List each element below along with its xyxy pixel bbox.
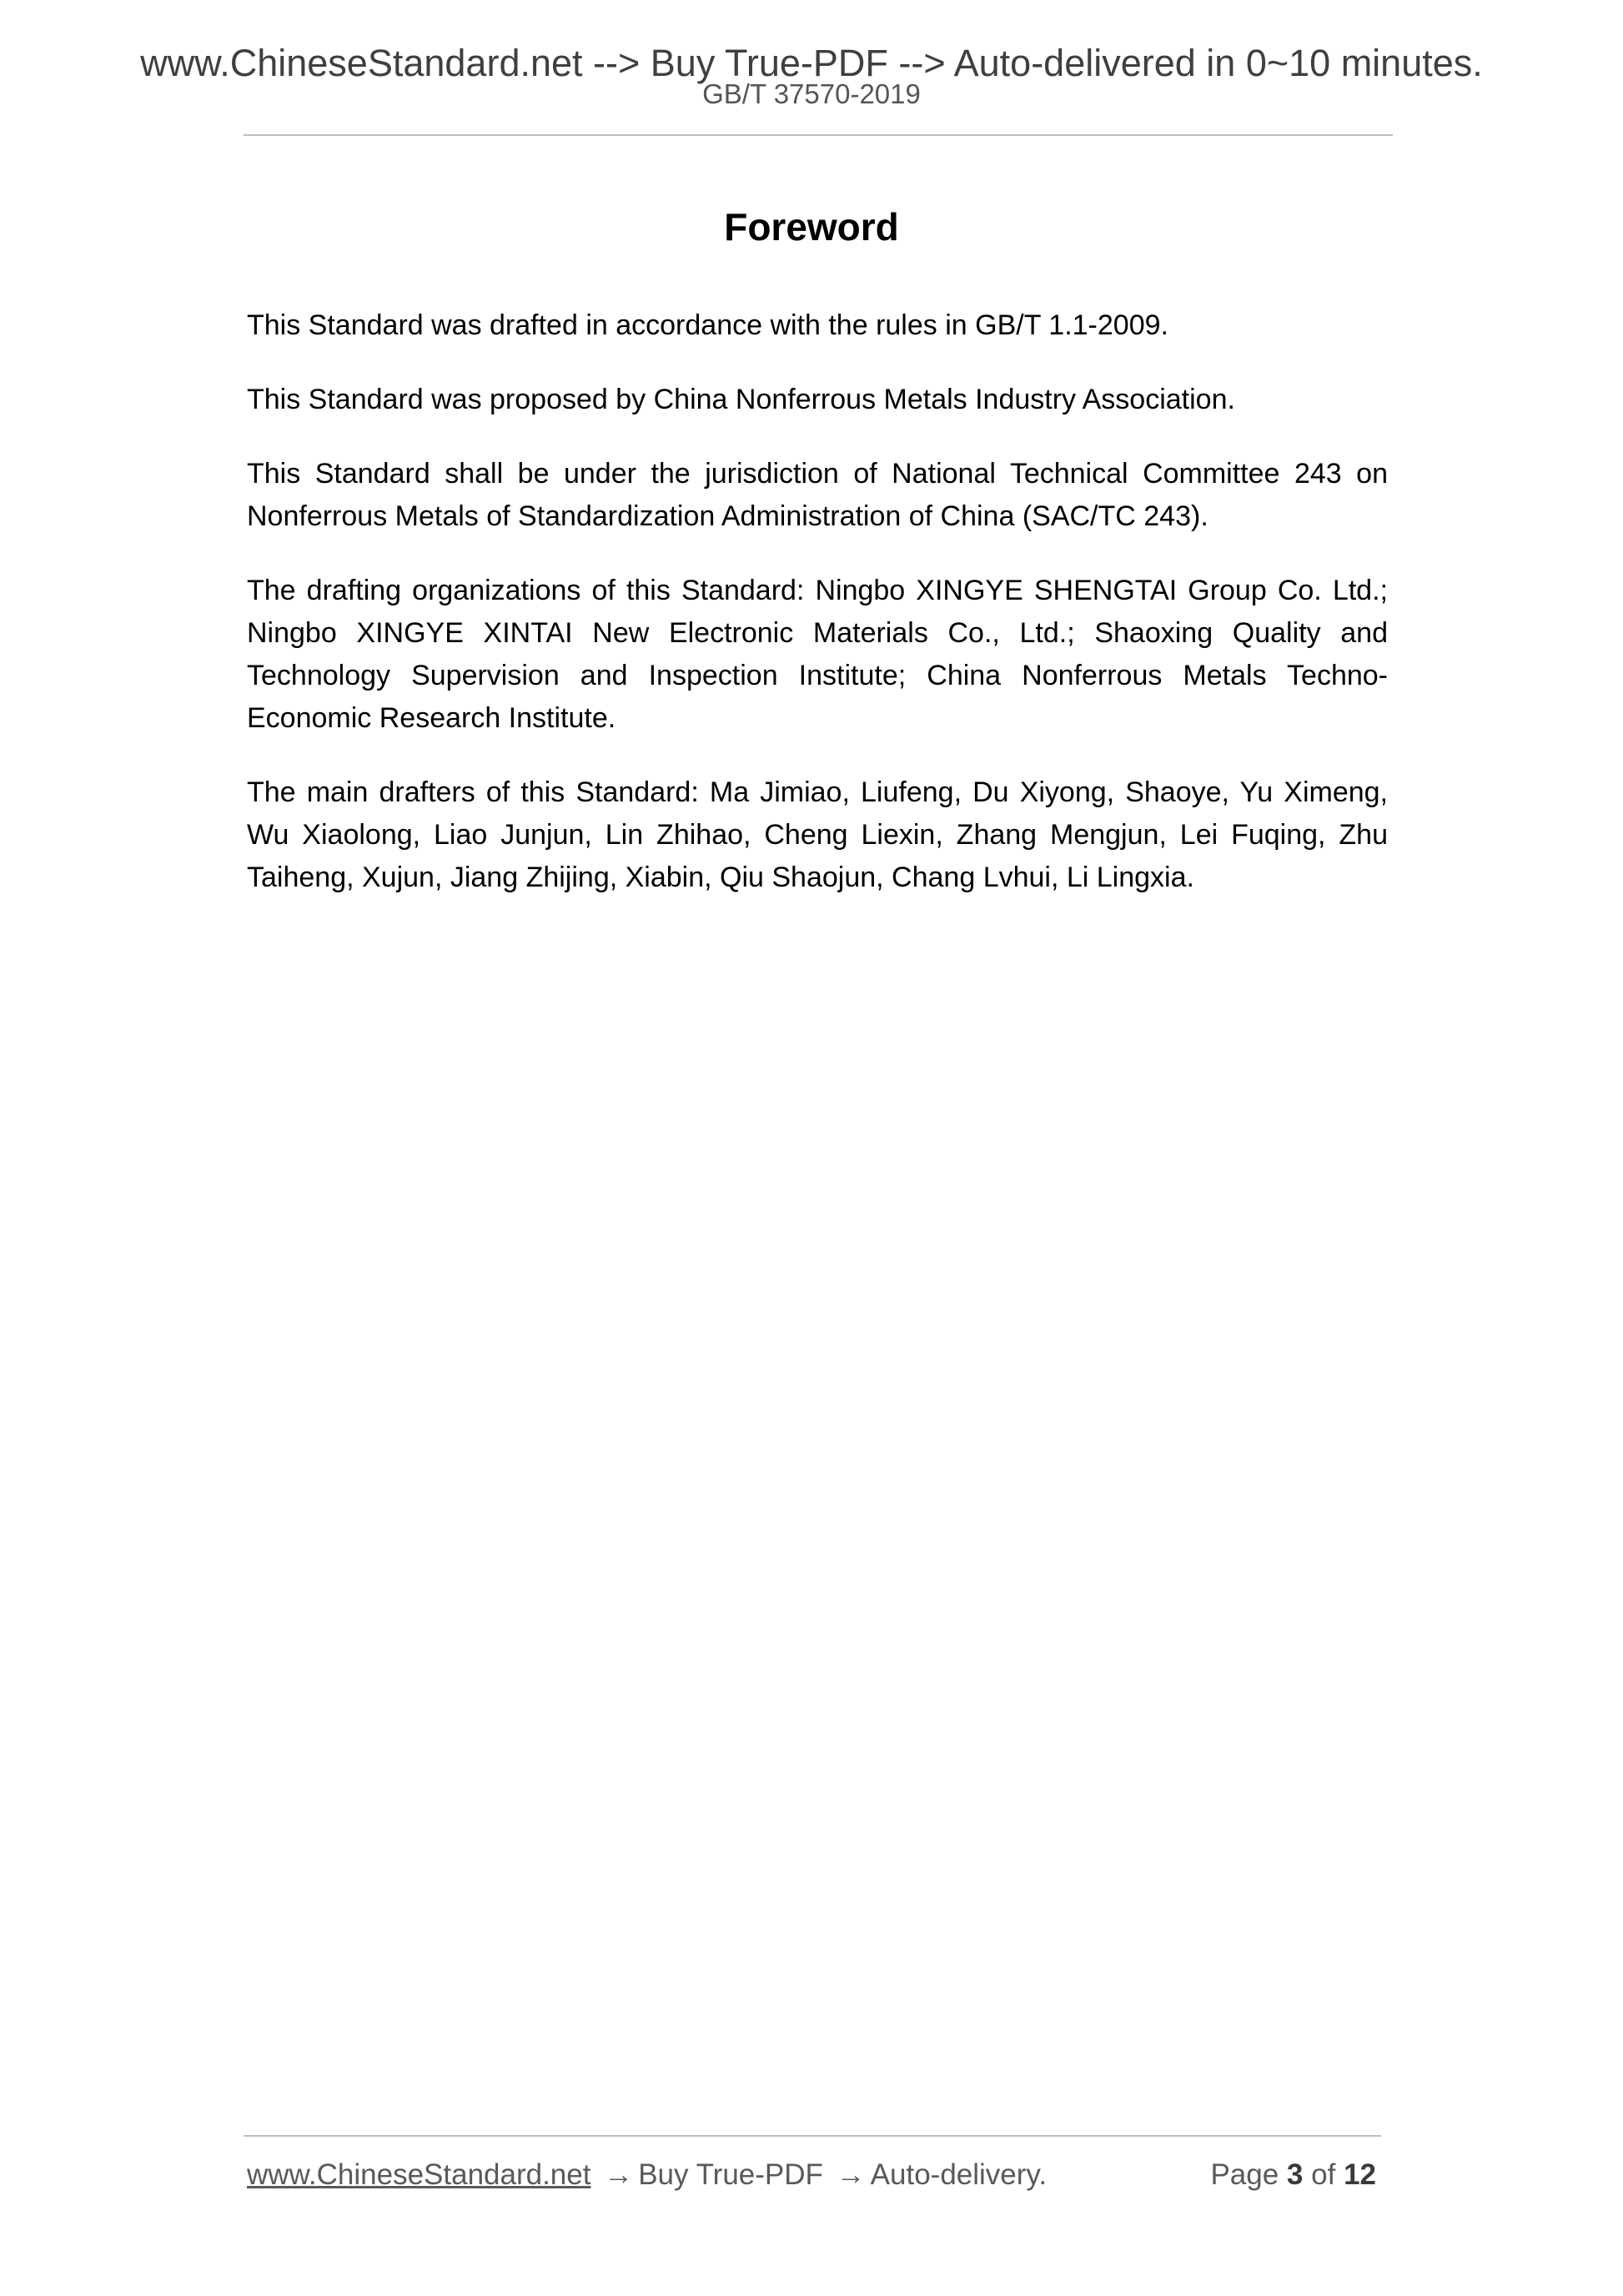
footer-divider: [244, 2135, 1381, 2137]
header-divider: [244, 134, 1393, 136]
page-of-label: of: [1311, 2158, 1336, 2191]
site-banner: www.ChineseStandard.net --> Buy True-PDF --> Auto-delivered in 0~10 minutes.: [140, 42, 1483, 84]
arrow-right-icon: →: [604, 2158, 634, 2191]
footer-site-link[interactable]: www.ChineseStandard.net: [247, 2158, 591, 2191]
page-total-number: 12: [1344, 2158, 1376, 2191]
footer-buy-text: Buy True-PDF: [638, 2158, 823, 2191]
page-current-number: 3: [1286, 2158, 1304, 2191]
foreword-body: [247, 304, 1388, 931]
page-title: Foreword: [724, 205, 899, 249]
paragraph-drafting-organizations: The drafting organizations of this Standard: Ningbo XINGYE SHENGTAI Group Co. Ltd.; Ningbo XINGYE XINTAI New Electronic Materials Co., Ltd.; Shaoxing Quality and Technology Supervision and Inspection Institute; China Nonferrous Metals Techno-Economic Research Institute.: [247, 575, 1388, 734]
page-label: Page: [1210, 2158, 1279, 2191]
arrow-right-icon: →: [836, 2158, 866, 2191]
paragraph-jurisdiction: This Standard shall be under the jurisdiction of National Technical Committee 243 on Nonferrous Metals of Standardization Administration of China (SAC/TC 243).: [247, 458, 1388, 532]
footer-promo: [247, 2157, 1047, 2193]
paragraph-drafting-rules: This Standard was drafted in accordance with the rules in GB/T 1.1-2009.: [247, 309, 1168, 341]
paragraph-proposed-by: This Standard was proposed by China Nonferrous Metals Industry Association.: [247, 384, 1235, 415]
page-indicator: [1210, 2157, 1376, 2193]
paragraph-main-drafters: The main drafters of this Standard: Ma Jimiao, Liufeng, Du Xiyong, Shaoye, Yu Ximeng, Wu Xiaolong, Liao Junjun, Lin Zhihao, Cheng Liexin, Zhang Mengjun, Lei Fuqing, Zhu Taiheng, Xujun, Jiang Zhijing, Xiabin, Qiu Shaojun, Chang Lvhui, Li Lingxia.: [247, 776, 1388, 893]
document-code: GB/T 37570-2019: [702, 78, 921, 109]
footer-delivery-text: Auto-delivery.: [870, 2158, 1048, 2191]
